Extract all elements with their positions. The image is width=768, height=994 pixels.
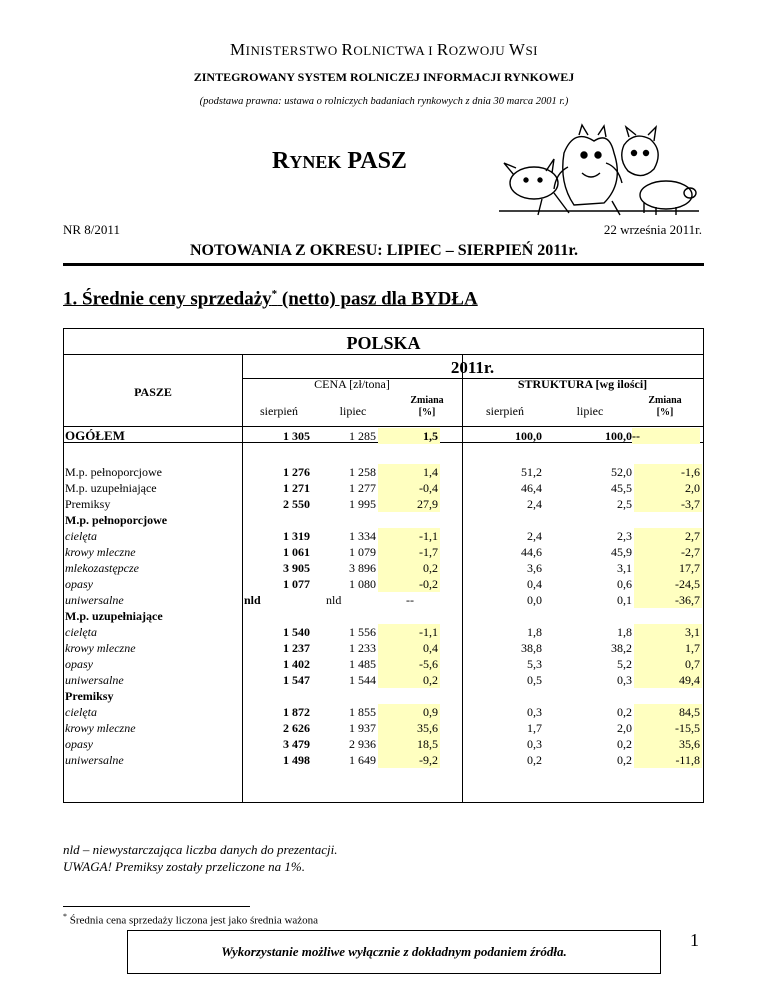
row-label: Premiksy [65, 689, 114, 703]
row-label: uniwersalne [65, 593, 124, 607]
row-label: krowy mleczne [65, 641, 136, 655]
cell-p-chg: 0,2 [378, 560, 440, 576]
cell-p-jul: 1 485 [349, 657, 376, 671]
cell-p-aug: 2 550 [283, 497, 310, 511]
row-label: cielęta [65, 625, 97, 639]
cell-p-jul: 1 285 [349, 429, 376, 443]
cell-p-jul: 1 233 [349, 641, 376, 655]
cell-p-jul: 1 079 [349, 545, 376, 559]
cell-p-aug: 1 498 [283, 753, 310, 767]
cell-p-jul: 1 855 [349, 705, 376, 719]
cell-p-chg: 0,2 [378, 672, 440, 688]
cell-p-chg: -1,7 [378, 544, 440, 560]
col-header-aug: sierpień [260, 404, 298, 418]
cell-p-jul: 1 995 [349, 497, 376, 511]
cell-p-chg: -9,2 [378, 752, 440, 768]
cell-s-chg: 35,6 [634, 736, 702, 752]
cell-p-jul: 3 896 [349, 561, 376, 575]
cell-s-aug: 3,6 [527, 561, 542, 575]
report-title: RYNEK PASZ [272, 148, 407, 174]
cell-p-chg: 1,5 [378, 428, 440, 444]
cell-s-aug: 44,6 [521, 545, 542, 559]
grid-line [462, 354, 463, 802]
col-header-jul: lipiec [339, 404, 367, 418]
cell-s-jul: 3,1 [617, 561, 632, 575]
cell-s-aug: 46,4 [521, 481, 542, 495]
structure-group-header: STRUKTURA [wg ilości] [517, 377, 648, 391]
cell-s-aug: 1,7 [527, 721, 542, 735]
cell-s-chg: 2,7 [634, 528, 702, 544]
cell-s-jul: 1,8 [617, 625, 632, 639]
cell-s-chg: -- [632, 428, 700, 444]
cell-p-jul: nld [326, 593, 342, 607]
section-title: 1. Średnie ceny sprzedaży* (netto) pasz dla BYDŁA [63, 288, 478, 310]
ministry-name: MINISTERSTWO ROLNICTWA I ROZWOJU WSI [229, 40, 539, 59]
cell-s-aug: 2,4 [527, 497, 542, 511]
row-label: cielęta [65, 705, 97, 719]
cell-s-aug: 5,3 [527, 657, 542, 671]
cell-s-jul: 45,9 [611, 545, 632, 559]
price-group-header: CENA [zł/tona] [314, 377, 390, 391]
row-label: M.p. uzupełniające [65, 609, 163, 623]
cell-s-jul: 52,0 [611, 465, 632, 479]
cell-s-chg: -36,7 [634, 592, 702, 608]
cell-p-aug: 2 626 [283, 721, 310, 735]
cell-p-aug: 1 077 [283, 577, 310, 591]
issue-date: 22 września 2011r. [603, 222, 702, 237]
region-header: POLSKA [346, 333, 421, 353]
cell-s-chg: -11,8 [634, 752, 702, 768]
cell-p-chg: 35,6 [378, 720, 440, 736]
cell-s-chg: 0,7 [634, 656, 702, 672]
row-label: M.p. pełnoporcjowe [65, 465, 162, 479]
row-label: cielęta [65, 529, 97, 543]
cell-s-jul: 0,1 [617, 593, 632, 607]
cell-p-aug: 3 905 [283, 561, 310, 575]
cell-p-jul: 1 080 [349, 577, 376, 591]
cell-s-aug: 0,5 [527, 673, 542, 687]
col-header-jul: lipiec [576, 404, 604, 418]
row-label: Premiksy [65, 497, 111, 511]
cell-s-chg: -24,5 [634, 576, 702, 592]
issue-number: NR 8/2011 [63, 222, 120, 237]
row-label: opasy [65, 737, 93, 751]
cell-p-chg: 0,4 [378, 640, 440, 656]
cell-s-aug: 51,2 [521, 465, 542, 479]
row-label: krowy mleczne [65, 545, 136, 559]
cell-p-chg: -5,6 [378, 656, 440, 672]
cell-s-aug: 0,0 [527, 593, 542, 607]
grid-line [64, 426, 703, 427]
pasze-header: PASZE [134, 385, 172, 399]
cell-p-jul: 1 937 [349, 721, 376, 735]
cell-p-jul: 2 936 [349, 737, 376, 751]
footnote: * Średnia cena sprzedaży liczona jest jako średnia ważona [63, 912, 319, 927]
legal-basis: (podstawa prawna: ustawa o rolniczych badaniach rynkowych z dnia 30 marca 2001 r.) [199, 96, 569, 107]
row-label: opasy [65, 577, 93, 591]
year-header: 2011r. [450, 358, 495, 377]
cell-s-chg: 17,7 [634, 560, 702, 576]
period-heading: NOTOWANIA Z OKRESU: LIPIEC – SIERPIEŃ 2011r. [189, 242, 579, 259]
cell-s-aug: 0,4 [527, 577, 542, 591]
cell-p-jul: 1 544 [349, 673, 376, 687]
row-label: uniwersalne [65, 753, 124, 767]
row-label: mlekozastępcze [65, 561, 139, 575]
cell-p-chg: -- [406, 593, 414, 607]
header-divider [63, 263, 704, 266]
grid-line [64, 354, 703, 355]
cell-p-aug: 1 540 [283, 625, 310, 639]
cell-s-aug: 0,2 [527, 753, 542, 767]
cell-s-chg: 49,4 [634, 672, 702, 688]
cell-s-aug: 38,8 [521, 641, 542, 655]
system-name: ZINTEGROWANY SYSTEM ROLNICZEJ INFORMACJI RYNKOWEJ [193, 70, 575, 84]
cell-p-aug: 1 237 [283, 641, 310, 655]
cell-p-chg: 0,9 [378, 704, 440, 720]
cell-p-aug: nld [244, 593, 261, 607]
cell-s-chg: 84,5 [634, 704, 702, 720]
cell-s-aug: 0,3 [527, 737, 542, 751]
cell-p-chg: -0,4 [378, 480, 440, 496]
cell-s-aug: 100,0 [515, 429, 542, 443]
row-label: M.p. pełnoporcjowe [65, 513, 168, 527]
cell-s-chg: -1,6 [634, 464, 702, 480]
cell-p-chg: 18,5 [378, 736, 440, 752]
cell-s-jul: 2,0 [617, 721, 632, 735]
cell-p-aug: 3 479 [283, 737, 310, 751]
cell-s-jul: 45,5 [611, 481, 632, 495]
cell-p-aug: 1 276 [283, 465, 310, 479]
cell-s-aug: 2,4 [527, 529, 542, 543]
footnote-divider [63, 906, 250, 907]
cell-s-jul: 0,2 [617, 753, 632, 767]
cell-s-aug: 1,8 [527, 625, 542, 639]
cell-s-jul: 100,0 [605, 429, 632, 443]
grid-line [242, 354, 243, 802]
row-label: M.p. uzupełniające [65, 481, 157, 495]
row-label: opasy [65, 657, 93, 671]
cell-s-jul: 0,6 [617, 577, 632, 591]
cell-s-chg: 1,7 [634, 640, 702, 656]
cell-p-aug: 1 402 [283, 657, 310, 671]
cell-p-aug: 1 061 [283, 545, 310, 559]
cell-s-jul: 5,2 [617, 657, 632, 671]
row-label: uniwersalne [65, 673, 124, 687]
price-table [63, 328, 704, 803]
cell-s-jul: 2,3 [617, 529, 632, 543]
cell-s-aug: 0,3 [527, 705, 542, 719]
cell-p-chg: -0,2 [378, 576, 440, 592]
cell-p-chg: 27,9 [378, 496, 440, 512]
premix-note: UWAGA! Premiksy zostały przeliczone na 1%. [63, 859, 305, 874]
cell-p-jul: 1 277 [349, 481, 376, 495]
cell-p-aug: 1 305 [283, 429, 310, 443]
cell-s-jul: 38,2 [611, 641, 632, 655]
cell-s-chg: -2,7 [634, 544, 702, 560]
cell-p-aug: 1 271 [283, 481, 310, 495]
cell-p-aug: 1 547 [283, 673, 310, 687]
cell-p-jul: 1 258 [349, 465, 376, 479]
col-header-change: Zmiana [%] [648, 395, 682, 418]
page-number: 1 [690, 930, 699, 950]
cell-s-jul: 2,5 [617, 497, 632, 511]
cell-s-jul: 0,2 [617, 737, 632, 751]
cell-s-chg: -15,5 [634, 720, 702, 736]
cell-p-chg: -1,1 [378, 528, 440, 544]
usage-notice: Wykorzystanie możliwe wyłącznie z dokładnym podaniem źródła. [221, 944, 567, 959]
col-header-change: Zmiana [%] [410, 395, 444, 418]
cell-s-jul: 0,2 [617, 705, 632, 719]
farm-animals-cartoon-icon [494, 123, 704, 218]
cell-s-chg: -3,7 [634, 496, 702, 512]
nld-note: nld – niewystarczająca liczba danych do prezentacji. [63, 842, 338, 857]
col-header-aug: sierpień [486, 404, 524, 418]
row-label: krowy mleczne [65, 721, 136, 735]
cell-p-jul: 1 334 [349, 529, 376, 543]
cell-s-chg: 3,1 [634, 624, 702, 640]
row-label: OGÓŁEM [65, 428, 125, 443]
cell-s-jul: 0,3 [617, 673, 632, 687]
cell-p-chg: 1,4 [378, 464, 440, 480]
cell-p-aug: 1 872 [283, 705, 310, 719]
cell-p-jul: 1 556 [349, 625, 376, 639]
cell-p-aug: 1 319 [283, 529, 310, 543]
cell-s-chg: 2,0 [634, 480, 702, 496]
cell-p-jul: 1 649 [349, 753, 376, 767]
cell-p-chg: -1,1 [378, 624, 440, 640]
